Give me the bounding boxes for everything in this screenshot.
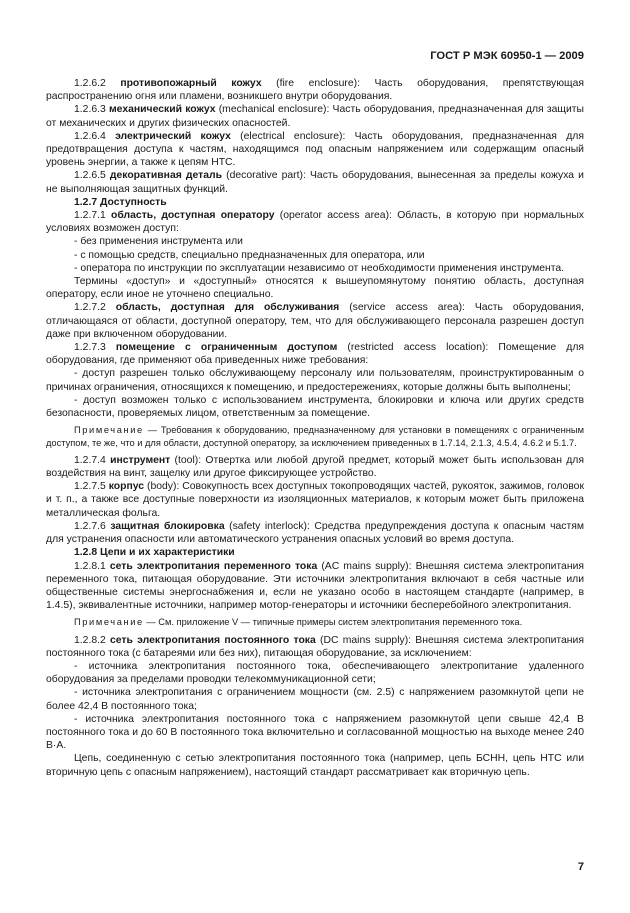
page-number: 7 bbox=[577, 861, 584, 873]
clause-1-2-7-3: 1.2.7.3 помещение с ограниченным доступом (restricted access location): Помещение для оборудования, где применяют оба приведенных ниже требования: bbox=[46, 342, 585, 367]
term: защитная блокировка bbox=[110, 520, 225, 532]
clause-1-2-7-1: 1.2.7.1 область, доступная оператору (operator access area): Область, в которую при нормальных условиях возможен доступ: bbox=[46, 210, 584, 235]
list-item: - без применения инструмента или bbox=[74, 236, 243, 248]
list-item: - источника электропитания постоянного тока с напряжением разомкнутой цепи свыше 42,4 В постоянного тока и до 60 В постоянного тока включительно и согласованной мощностью на выходе менее 240 В·А. bbox=[46, 713, 584, 752]
note-label: Примечание bbox=[74, 425, 144, 436]
term: электрический кожух bbox=[115, 130, 231, 142]
list-item: - доступ возможен только с использованием инструмента, блокировки и ключа или других средств безопасности, проверяемых лицом, ответственным за помещение. bbox=[46, 394, 584, 420]
standard-code-header: ГОСТ Р МЭК 60950-1 — 2009 bbox=[430, 50, 584, 62]
clause-1-2-7-5: 1.2.7.5 корпус (body): Совокупность всех доступных токопроводящих частей, рукояток, зажимов, головок и т. п., а также все доступные поверхности из изоляционных материалов, к которым может быть приложена металлическая фольга. bbox=[46, 481, 585, 519]
note-label: Примечание bbox=[74, 617, 144, 628]
clause-1-2-6-2: 1.2.6.2 противопожарный кожух (fire enclosure): Часть оборудования, препятствующая распространению огня или пламени, возникшего внутри оборудования. bbox=[46, 78, 585, 103]
note-1: Примечание — Требования к оборудованию, предназначенному для установки в помещениях с ограниченным доступом, те же, что и для области, доступной оператору, за исключением приведенных в 1.7.14, 2.1.3, 4.5.4, 4.6.2 и 5.1.7. bbox=[46, 425, 584, 448]
list-item: - источника электропитания постоянного тока, обеспечивающего электропитание удаленного оборудования за пределами проводки телекоммуникационной сети; bbox=[46, 661, 584, 686]
clause-1-2-7-2: 1.2.7.2 область, доступная для обслуживания (service access area): Часть оборудования, отличающаяся от области, доступной оператору, тем, что для обслуживающего персонала разрешен доступ даже при включенном оборудовании. bbox=[46, 302, 584, 340]
list-item: - доступ разрешен только обслуживающему персоналу или пользователям, проинструктированным о причинах ограничения, относящихся к помещению, и предостережениях, которые должны быть выполнены; bbox=[46, 368, 584, 393]
list-item: - с помощью средств, специально предназначенных для оператора, или bbox=[74, 249, 425, 261]
term: инструмент bbox=[110, 454, 171, 466]
list-item: - оператора по инструкции по эксплуатации независимо от необходимости применения инструмента. bbox=[74, 262, 565, 274]
clause-1-2-7-4: 1.2.7.4 инструмент (tool): Отвертка или любой другой предмет, который может быть использован для воздействия на винт, защелку или другое фиксирующее устройство. bbox=[46, 454, 584, 480]
clause-1-2-6-3: 1.2.6.3 механический кожух (mechanical enclosure): Часть оборудования, предназначенная для защиты от механических и других физических опасностей. bbox=[46, 104, 584, 129]
term: корпус bbox=[108, 481, 145, 493]
term: область, доступная для обслуживания bbox=[115, 302, 340, 314]
clause-1-2-7-6: 1.2.7.6 защитная блокировка (safety interlock): Средства предупреждения доступа к опасным частям для устранения опасности или автоматического устранения опасных условий во время доступа. bbox=[46, 520, 584, 546]
document-body bbox=[46, 77, 584, 779]
clause-1-2-6-5: 1.2.6.5 декоративная деталь (decorative part): Часть оборудования, вынесенная за пределы кожуха и не выполняющая защитных функций. bbox=[46, 170, 584, 195]
clause-1-2-8-1: 1.2.8.1 сеть электропитания переменного тока (AC mains supply): Внешняя система электропитания переменного тока, питающая оборудование. Эти источники электропитания включают в себя частные или общественные системы энергоснабжения и, если не указано особо в настоящем стандарте (например, в 1.4.5), эквивалентные источники, например мотор-генераторы и источники бесперебойного электропитания. bbox=[46, 560, 584, 612]
term: сеть электропитания переменного тока bbox=[109, 560, 318, 572]
clause-1-2-8-2: 1.2.8.2 сеть электропитания постоянного тока (DC mains supply): Внешняя система электропитания постоянного тока (с батареями или без них), питающая оборудование, за исключением: bbox=[46, 634, 584, 659]
term: область, доступная оператору bbox=[111, 210, 275, 222]
term: помещение с ограниченным доступом bbox=[115, 342, 338, 354]
term: механический кожух bbox=[109, 104, 216, 116]
term: сеть электропитания постоянного тока bbox=[110, 634, 316, 646]
list-item: - источника электропитания с ограничением мощности (см. 2.5) с напряжением разомкнутой цепи не более 42,4 В постоянного тока; bbox=[46, 687, 584, 712]
terms-paragraph: Термины «доступ» и «доступный» относятся к вышеупомянутому понятию область, доступная оператору, если иное не уточнено специально. bbox=[46, 276, 584, 301]
term: противопожарный кожух bbox=[120, 78, 262, 89]
clause-1-2-6-4: 1.2.6.4 электрический кожух (electrical enclosure): Часть оборудования, предназначенная для предотвращения доступа к частям, находящимся под опасным напряжением или содержащим опасный уровень энергии, а также к цепям НТС. bbox=[46, 130, 584, 169]
section-heading-1-2-7: 1.2.7 Доступность bbox=[74, 196, 167, 208]
closing-paragraph: Цепь, соединенную с сетью электропитания постоянного тока (например, цепь БСНН, цепь НТС или вторичную цепь с опасным напряжением), настоящий стандарт рассматривает как вторичную цепь. bbox=[46, 753, 584, 778]
section-heading-1-2-8: 1.2.8 Цепи и их характеристики bbox=[74, 547, 235, 559]
term: декоративная деталь bbox=[109, 170, 222, 182]
note-2: Примечание — См. приложение V — типичные примеры систем электропитания переменного тока. bbox=[74, 617, 523, 628]
